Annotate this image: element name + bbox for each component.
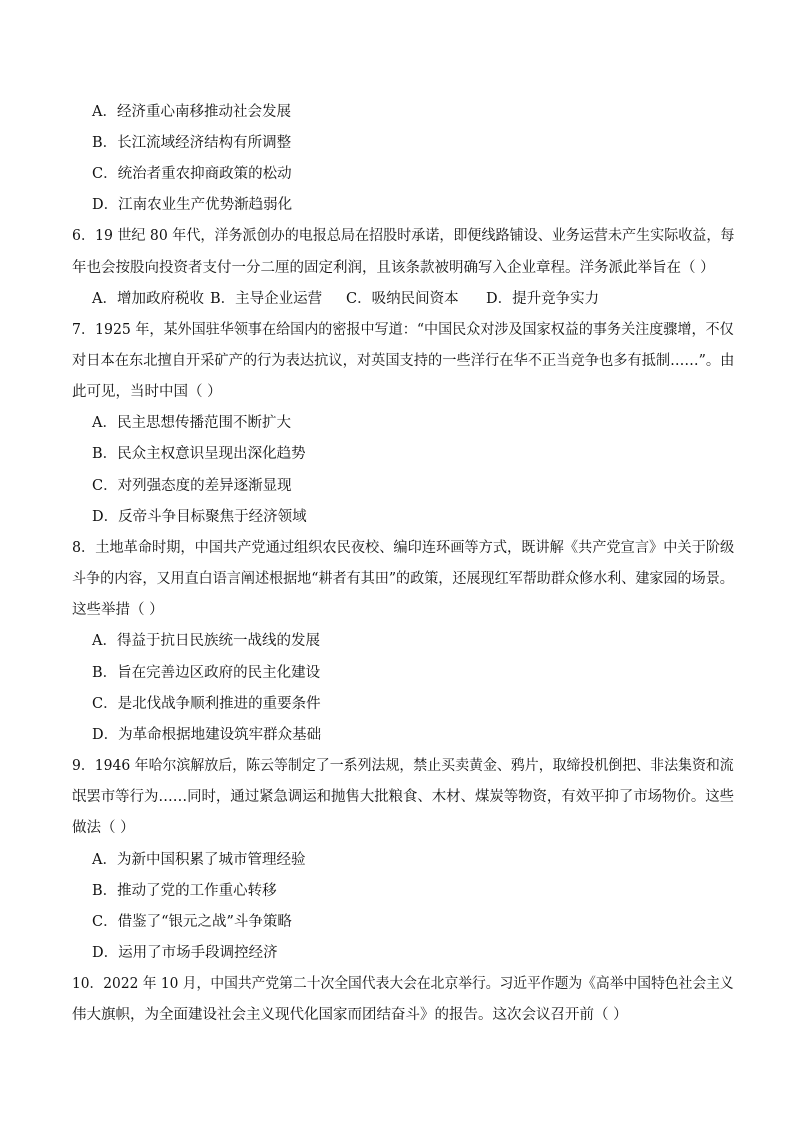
option-a: A．为新中国积累了城市管理经验 <box>92 852 306 868</box>
question-9-text: 9．1946 年哈尔滨解放后，陈云等制定了一系列法规，禁止买卖黄金、鸦片，取缔投机倒把、非法集资和流 <box>72 758 734 774</box>
question-7-text: 此可见，当时中国（ ） <box>72 384 222 400</box>
option-c: C．对列强态度的差异逐渐显现 <box>92 478 292 494</box>
option-d: D．反帝斗争目标聚焦于经济领域 <box>92 509 307 525</box>
option-a: A．得益于抗日民族统一战线的发展 <box>92 633 320 649</box>
option-d: D．江南农业生产优势渐趋弱化 <box>92 197 293 213</box>
option-b: B．主导企业运营 <box>210 291 323 307</box>
option-a: A．增加政府税收 <box>92 291 204 307</box>
option-c: C．是北伐战争顺利推进的重要条件 <box>92 696 321 712</box>
question-7-text: 对日本在东北擅自开采矿产的行为表达抗议，对英国支持的一些洋行在华不正当竞争也多有抵制……”。由 <box>72 353 735 369</box>
option-a: A．民主思想传播范围不断扩大 <box>92 415 291 431</box>
question-9-text: 做法（ ） <box>72 820 135 836</box>
option-d: D．为革命根据地建设筑牢群众基础 <box>92 727 322 743</box>
question-9-text: 氓罢市等行为……同时，通过紧急调运和抛售大批粮食、木材、煤炭等物资，有效平抑了市场物价。这些 <box>72 789 734 805</box>
option-c: C．统治者重农抑商政策的松动 <box>92 166 292 182</box>
question-7-text: 7．1925 年，某外国驻华领事在给国内的密报中写道：“中国民众对涉及国家权益的事务关注度骤增，不仅 <box>72 322 734 338</box>
option-d: D．运用了市场手段调控经济 <box>92 945 278 961</box>
option-d: D．提升竞争实力 <box>486 291 600 307</box>
question-8-text: 8．土地革命时期，中国共产党通过组织农民夜校、编印连环画等方式，既讲解《共产党宣言》中关于阶级 <box>72 540 735 556</box>
question-8-text: 这些举措（ ） <box>72 602 164 618</box>
question-10-text: 10．2022 年 10 月，中国共产党第二十次全国代表大会在北京举行。习近平作题为《高举中国特色社会主义 <box>72 976 734 992</box>
option-a: A．经济重心南移推动社会发展 <box>92 104 291 120</box>
option-b: B．旨在完善边区政府的民主化建设 <box>92 665 321 681</box>
option-c: C．借鉴了“银元之战”斗争策略 <box>92 914 292 930</box>
question-6-text: 6．19 世纪 80 年代，洋务派创办的电报总局在招股时承诺，即便线路铺设、业务运营未产生实际收益，每 <box>72 228 735 244</box>
option-b: B．长江流域经济结构有所调整 <box>92 135 292 151</box>
question-8-text: 斗争的内容，又用直白语言阐述根据地“耕者有其田”的政策，还展现红军帮助群众修水利、建家园的场景。 <box>72 571 734 587</box>
option-b: B．推动了党的工作重心转移 <box>92 883 277 899</box>
option-b: B．民众主权意识呈现出深化趋势 <box>92 446 306 462</box>
option-c: C．吸纳民间资本 <box>346 291 459 307</box>
question-10-text: 伟大旗帜，为全面建设社会主义现代化国家而团结奋斗》的报告。这次会议召开前（ ） <box>72 1007 628 1023</box>
question-6-text: 年也会按股向投资者支付一分二厘的固定利润，且该条款被明确写入企业章程。洋务派此举旨在（ ） <box>72 260 715 276</box>
